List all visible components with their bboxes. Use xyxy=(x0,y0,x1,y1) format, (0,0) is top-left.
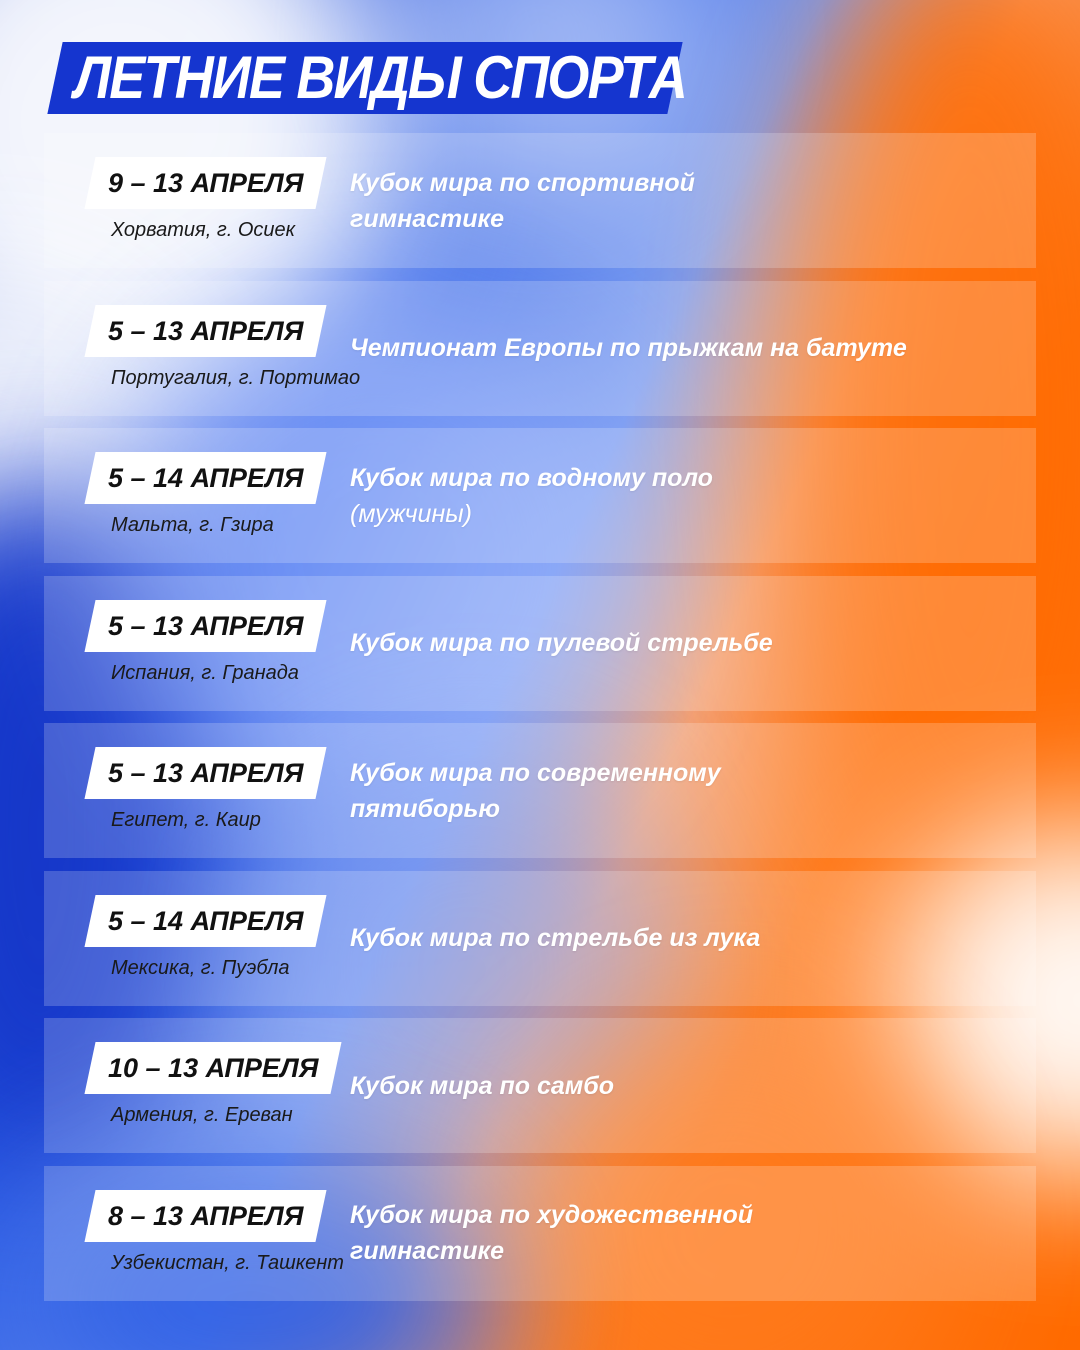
event-title xyxy=(350,133,990,268)
event-title xyxy=(350,871,990,1006)
event-title xyxy=(350,1166,990,1301)
event-date: 5 – 13 АПРЕЛЯ xyxy=(108,315,304,346)
event-date: 8 – 13 АПРЕЛЯ xyxy=(108,1200,304,1231)
event-subtitle: (мужчины) xyxy=(350,499,472,528)
event-title xyxy=(350,723,990,858)
event-list xyxy=(44,133,1036,1313)
event-location: Египет, г. Каир xyxy=(111,809,261,831)
event-name: Кубок мира по спортивной гимнастике xyxy=(350,168,695,233)
event-title xyxy=(350,281,990,416)
event-row xyxy=(44,576,1036,711)
event-date: 9 – 13 АПРЕЛЯ xyxy=(108,168,304,198)
event-title xyxy=(350,1018,990,1153)
event-name: Кубок мира по стрельбе из лука xyxy=(350,924,761,952)
event-name: Кубок мира по художественной гимнастике xyxy=(350,1201,754,1265)
event-row xyxy=(44,723,1036,858)
event-row xyxy=(44,1166,1036,1301)
event-name: Кубок мира по современному пятиборью xyxy=(350,758,721,823)
event-location: Армения, г. Ереван xyxy=(111,1104,293,1126)
event-row xyxy=(44,133,1036,268)
event-location: Мальта, г. Гзира xyxy=(111,514,274,536)
event-location: Испания, г. Гранада xyxy=(111,661,299,684)
event-location: Хорватия, г. Осиек xyxy=(111,219,296,241)
event-row xyxy=(44,281,1036,416)
event-row xyxy=(44,1018,1036,1153)
page-title: ЛЕТНИЕ ВИДЫ СПОРТА xyxy=(74,44,687,111)
event-location: Узбекистан, г. Ташкент xyxy=(111,1251,344,1274)
event-date: 5 – 14 АПРЕЛЯ xyxy=(108,905,304,936)
event-date: 5 – 13 АПРЕЛЯ xyxy=(108,610,304,641)
event-title xyxy=(350,576,990,711)
event-title xyxy=(350,428,990,563)
event-row xyxy=(44,871,1036,1006)
event-date: 10 – 13 АПРЕЛЯ xyxy=(108,1053,319,1083)
event-name: Кубок мира по пулевой стрельбе xyxy=(350,629,773,657)
event-name: Кубок мира по самбо xyxy=(350,1071,615,1100)
event-name: Кубок мира по водному поло xyxy=(350,463,713,492)
event-location: Португалия, г. Портимао xyxy=(111,366,361,389)
event-date: 5 – 14 АПРЕЛЯ xyxy=(108,463,304,493)
event-location: Мексика, г. Пуэбла xyxy=(111,956,290,979)
event-name: Чемпионат Европы по прыжкам на батуте xyxy=(350,334,907,362)
event-date: 5 – 13 АПРЕЛЯ xyxy=(108,758,304,788)
event-row xyxy=(44,428,1036,563)
